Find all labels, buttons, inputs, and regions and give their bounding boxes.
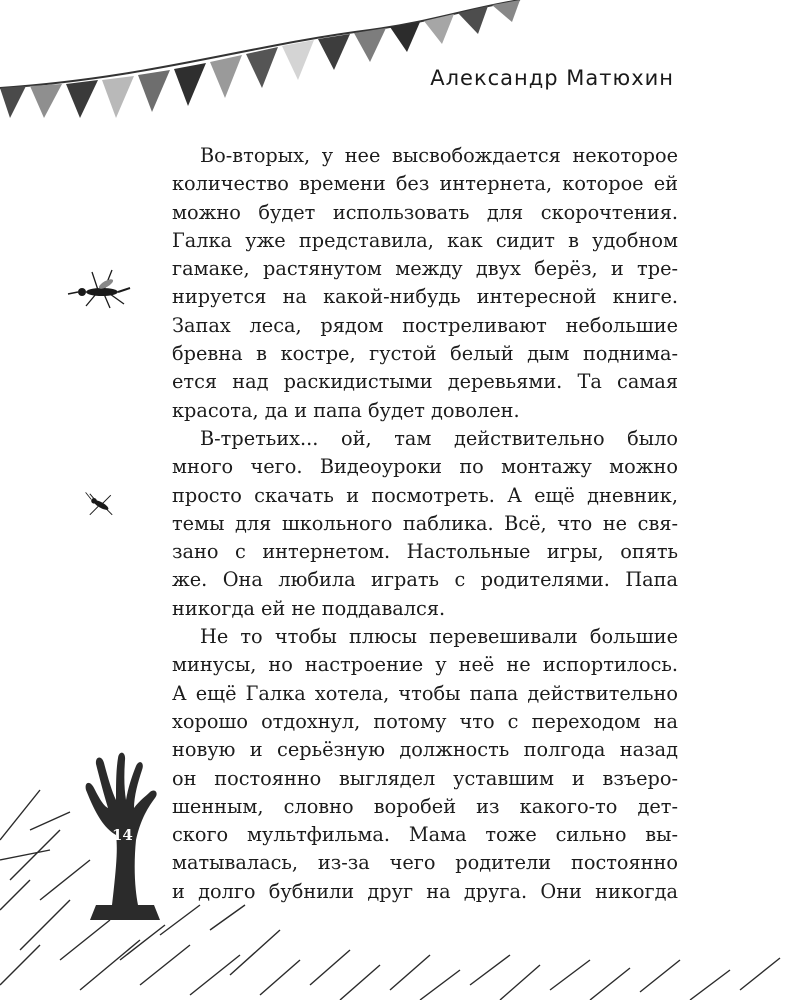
bunting-flag xyxy=(458,6,488,34)
text-line: темы для школьного паблика. Всё, что не свя- xyxy=(172,511,678,535)
bunting-flag xyxy=(354,28,386,62)
text-line: и долго бубнили друг на друга. Они никогда xyxy=(172,879,678,903)
text-line: Галка уже представила, как сидит в удобном xyxy=(172,228,678,252)
text-line: никогда ей не поддавался. xyxy=(172,596,446,620)
text-line: просто скачать и посмотреть. А ещё дневник, xyxy=(172,483,678,507)
bunting-flag xyxy=(492,0,520,22)
text-line: количество времени без интернета, которое ей xyxy=(172,172,678,196)
text-line: ского мультфильма. Мама тоже сильно вы- xyxy=(172,823,678,847)
text-line: матывалась, из-за чего родители постоянно xyxy=(172,851,678,875)
bunting-flag xyxy=(318,34,350,70)
text-line: красота, да и папа будет доволен. xyxy=(172,398,520,422)
bunting-flag xyxy=(66,80,98,118)
page-number: 14 xyxy=(112,826,133,844)
bunting-flag xyxy=(174,63,206,106)
bunting-flag xyxy=(246,47,278,88)
text-line: Запах леса, рядом постреливают небольшие xyxy=(172,313,678,337)
text-line: он постоянно выглядел уставшим и взъеро- xyxy=(172,766,678,790)
bunting-flag xyxy=(102,76,134,118)
text-line: зано с интернетом. Настольные игры, опять xyxy=(172,540,678,564)
bunting-flag xyxy=(210,55,242,98)
text-line: шенным, словно воробей из какого-то дет- xyxy=(172,794,678,818)
bunting-flag xyxy=(0,86,26,118)
text-line: можно будет использовать для скорочтения. xyxy=(172,200,678,224)
mosquito-icon xyxy=(68,270,130,308)
text-line: ется над раскидистыми деревьями. Та самая xyxy=(172,370,678,394)
body-text xyxy=(172,142,678,906)
text-line: хорошо отдохнул, потому что с переходом на xyxy=(172,709,678,733)
text-line: много чего. Видеоуроки по монтажу можно xyxy=(172,455,678,479)
text-line: нируется на какой-нибудь интересной книге. xyxy=(172,285,678,309)
text-line: Во-вторых, у нее высвобождается некоторое xyxy=(200,144,678,167)
bunting-flag xyxy=(30,84,62,118)
text-line: же. Она любила играть с родителями. Папа xyxy=(172,568,678,592)
text-line: новую и серьёзную должность полгода назад xyxy=(172,738,678,762)
text-line: минусы, но настроение у неё не испортилось. xyxy=(172,653,678,677)
author-name: Александр Матюхин xyxy=(430,66,674,90)
bunting-flags xyxy=(0,0,520,118)
mosquito-icon xyxy=(86,492,113,514)
text-line: Не то чтобы плюсы перевешивали большие xyxy=(200,625,678,649)
text-line: бревна в костре, густой белый дым поднима- xyxy=(172,342,678,366)
bunting-flag xyxy=(138,70,170,112)
text-line: гамаке, растянутом между двух берёз, и тре- xyxy=(172,257,678,281)
text-line: А ещё Галка хотела, чтобы папа действительно xyxy=(172,681,678,705)
text-line: В-третьих... ой, там действительно было xyxy=(200,426,678,450)
bunting-flag xyxy=(390,22,420,52)
bunting-flag xyxy=(282,40,314,80)
